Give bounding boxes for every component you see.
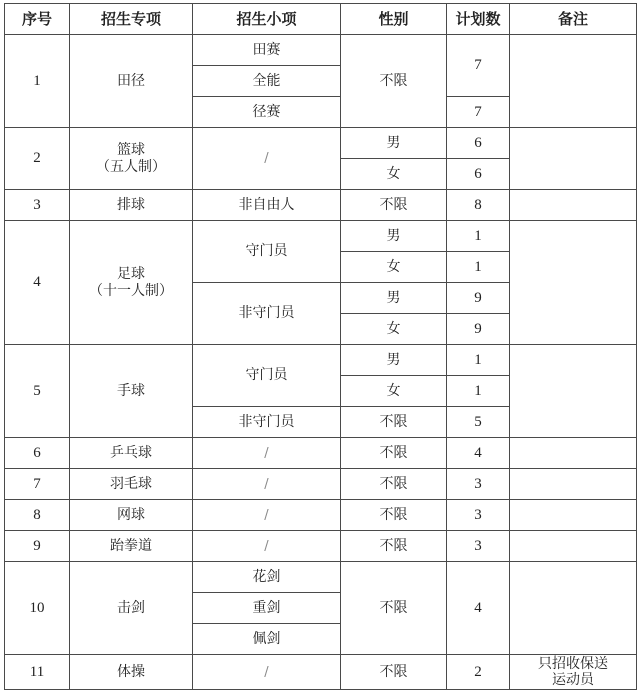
cell-gender: 男 <box>341 221 447 252</box>
cell-plan: 9 <box>447 283 510 314</box>
cell-minor: / <box>193 438 341 469</box>
cell-minor: 守门员 <box>193 221 341 283</box>
table-row <box>5 221 637 252</box>
cell-major: 排球 <box>70 190 193 221</box>
cell-seq: 9 <box>5 531 70 562</box>
major-line1: 篮球 <box>117 141 145 158</box>
cell-plan: 4 <box>447 562 510 655</box>
cell-remark <box>510 35 637 128</box>
cell-remark <box>510 500 637 531</box>
cell-major: 羽毛球 <box>70 469 193 500</box>
cell-gender: 男 <box>341 345 447 376</box>
cell-seq: 3 <box>5 190 70 221</box>
cell-remark <box>510 438 637 469</box>
cell-minor: 全能 <box>193 66 341 97</box>
cell-major: 网球 <box>70 500 193 531</box>
cell-minor: 重剑 <box>193 593 341 624</box>
cell-minor: 佩剑 <box>193 624 341 655</box>
table-row <box>5 190 637 221</box>
cell-minor: / <box>193 531 341 562</box>
cell-major <box>70 221 193 345</box>
cell-plan: 7 <box>447 35 510 97</box>
cell-major: 跆拳道 <box>70 531 193 562</box>
cell-seq: 1 <box>5 35 70 128</box>
cell-minor: 非自由人 <box>193 190 341 221</box>
table-row <box>5 128 637 159</box>
cell-seq: 7 <box>5 469 70 500</box>
cell-remark <box>510 562 637 655</box>
cell-remark <box>510 531 637 562</box>
cell-plan: 1 <box>447 376 510 407</box>
enrollment-plan-table <box>4 3 637 690</box>
table-row <box>5 438 637 469</box>
table-row <box>5 655 637 690</box>
cell-minor: / <box>193 500 341 531</box>
remark-line1: 只招收保送 <box>538 656 608 672</box>
cell-seq: 6 <box>5 438 70 469</box>
cell-gender: 不限 <box>341 438 447 469</box>
cell-minor: 非守门员 <box>193 283 341 345</box>
cell-major: 田径 <box>70 35 193 128</box>
cell-remark <box>510 655 637 690</box>
cell-gender: 女 <box>341 314 447 345</box>
cell-gender: 女 <box>341 376 447 407</box>
cell-minor: 花剑 <box>193 562 341 593</box>
cell-plan: 7 <box>447 97 510 128</box>
cell-gender: 不限 <box>341 190 447 221</box>
cell-gender: 男 <box>341 283 447 314</box>
header-remark: 备注 <box>510 4 637 35</box>
cell-minor: / <box>193 469 341 500</box>
cell-seq: 10 <box>5 562 70 655</box>
cell-gender: 男 <box>341 128 447 159</box>
major-line2: （十一人制） <box>89 282 173 299</box>
remark-line2: 运动员 <box>552 672 594 688</box>
header-seq: 序号 <box>5 4 70 35</box>
cell-remark <box>510 345 637 438</box>
cell-plan: 3 <box>447 469 510 500</box>
cell-minor: / <box>193 655 341 690</box>
table-row <box>5 469 637 500</box>
cell-seq: 2 <box>5 128 70 190</box>
table-row <box>5 500 637 531</box>
header-gender: 性别 <box>341 4 447 35</box>
table-row <box>5 345 637 376</box>
cell-plan: 1 <box>447 345 510 376</box>
cell-plan: 5 <box>447 407 510 438</box>
header-row <box>5 4 637 35</box>
cell-remark <box>510 128 637 190</box>
cell-minor: 田赛 <box>193 35 341 66</box>
cell-gender: 不限 <box>341 469 447 500</box>
table-row <box>5 562 637 593</box>
cell-gender: 女 <box>341 252 447 283</box>
cell-gender: 不限 <box>341 35 447 128</box>
cell-plan: 4 <box>447 438 510 469</box>
cell-seq: 5 <box>5 345 70 438</box>
cell-plan: 1 <box>447 221 510 252</box>
cell-major: 击剑 <box>70 562 193 655</box>
table-row <box>5 531 637 562</box>
cell-major: 体操 <box>70 655 193 690</box>
cell-gender: 不限 <box>341 562 447 655</box>
cell-minor: 非守门员 <box>193 407 341 438</box>
cell-gender: 不限 <box>341 531 447 562</box>
cell-plan: 9 <box>447 314 510 345</box>
cell-plan: 3 <box>447 500 510 531</box>
cell-minor: 守门员 <box>193 345 341 407</box>
cell-gender: 女 <box>341 159 447 190</box>
table-row <box>5 35 637 66</box>
cell-plan: 6 <box>447 128 510 159</box>
cell-remark <box>510 221 637 345</box>
cell-plan: 2 <box>447 655 510 690</box>
cell-remark <box>510 469 637 500</box>
cell-seq: 4 <box>5 221 70 345</box>
cell-minor: / <box>193 128 341 190</box>
cell-plan: 1 <box>447 252 510 283</box>
cell-plan: 6 <box>447 159 510 190</box>
cell-plan: 3 <box>447 531 510 562</box>
cell-remark <box>510 190 637 221</box>
cell-gender: 不限 <box>341 407 447 438</box>
cell-seq: 8 <box>5 500 70 531</box>
cell-gender: 不限 <box>341 655 447 690</box>
cell-seq: 11 <box>5 655 70 690</box>
header-plan: 计划数 <box>447 4 510 35</box>
header-major: 招生专项 <box>70 4 193 35</box>
cell-gender: 不限 <box>341 500 447 531</box>
major-line1: 足球 <box>117 265 145 282</box>
cell-major <box>70 128 193 190</box>
major-line2: （五人制） <box>96 158 166 175</box>
cell-minor: 径赛 <box>193 97 341 128</box>
header-minor: 招生小项 <box>193 4 341 35</box>
cell-major: 手球 <box>70 345 193 438</box>
cell-plan: 8 <box>447 190 510 221</box>
cell-major: 乒乓球 <box>70 438 193 469</box>
